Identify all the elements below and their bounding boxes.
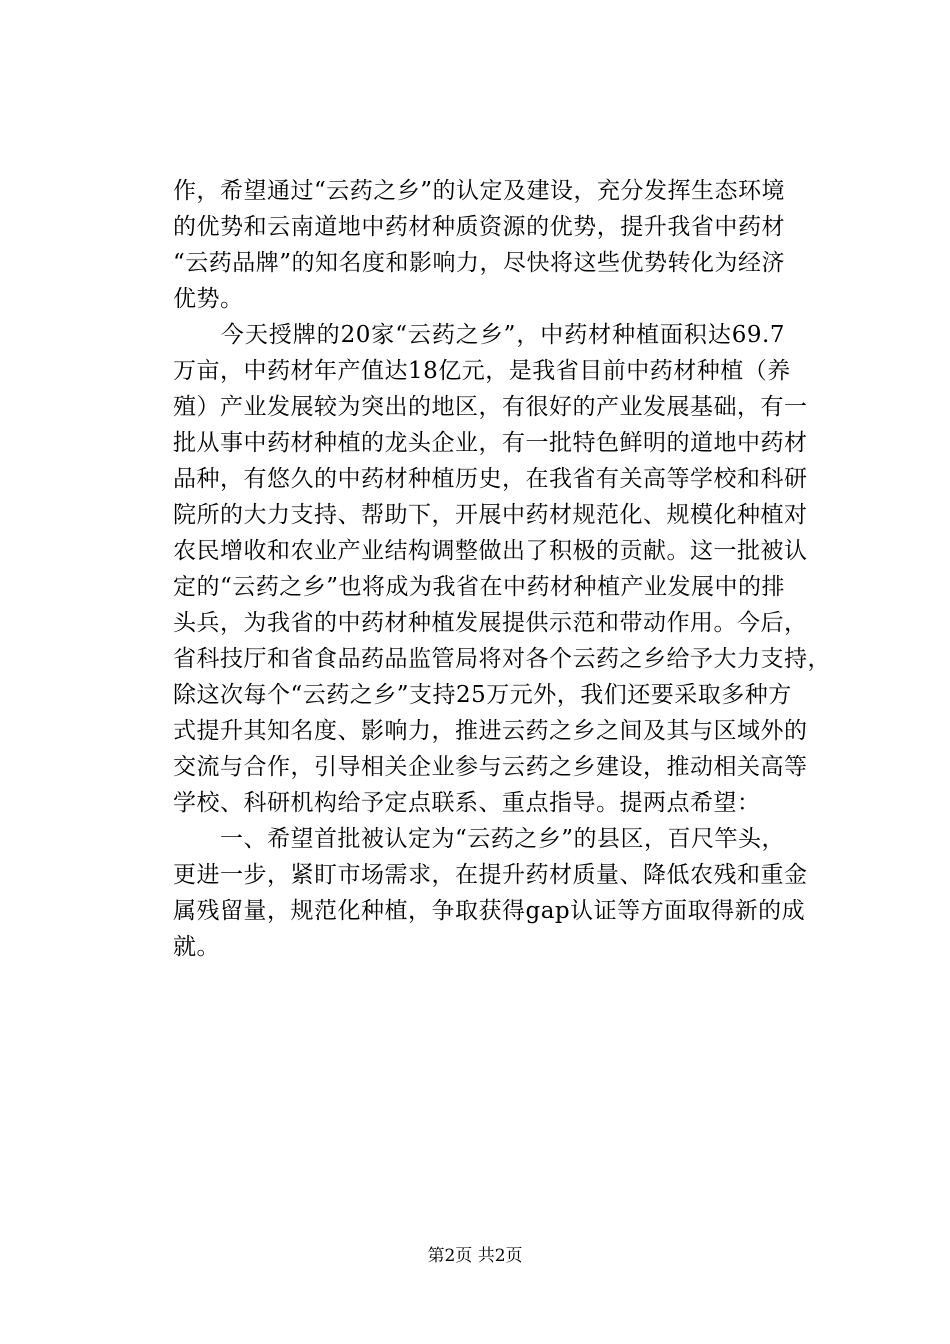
text-line: 作，希望通过“云药之乡”的认定及建设，充分发挥生态环境 — [173, 178, 786, 204]
text-line: 一、希望首批被认定为“云药之乡”的县区，百尺竿头， — [173, 826, 786, 852]
text-line: 院所的大力支持、帮助下，开展中药材规范化、规模化种植对 — [173, 502, 808, 528]
text-line: 品种，有悠久的中药材种植历史，在我省有关高等学校和科研 — [173, 466, 808, 492]
text-line: 属残留量，规范化种植，争取获得gap认证等方面取得新的成 — [173, 898, 806, 924]
page-footer: 第2页 共2页 — [427, 1246, 523, 1266]
text-line: 定的“云药之乡”也将成为我省在中药材种植产业发展中的排 — [173, 574, 786, 600]
text-line: 就。 — [173, 934, 220, 960]
text-line: “云药品牌”的知名度和影响力，尽快将这些优势转化为经济 — [173, 250, 786, 276]
text-line: 省科技厅和省食品药品监管局将对各个云药之乡给予大力支持， — [173, 646, 831, 672]
text-line: 式提升其知名度、影响力，推进云药之乡之间及其与区域外的 — [173, 718, 808, 744]
text-line: 除这次每个“云药之乡”支持25万元外，我们还要采取多种方 — [173, 682, 792, 708]
document-body — [173, 173, 831, 965]
text-line: 交流与合作，引导相关企业参与云药之乡建设，推动相关高等 — [173, 754, 808, 780]
text-line: 农民增收和农业产业结构调整做出了积极的贡献。这一批被认 — [173, 538, 808, 564]
text-line: 更进一步，紧盯市场需求，在提升药材质量、降低农残和重金 — [173, 862, 808, 888]
text-line: 头兵，为我省的中药材种植发展提供示范和带动作用。今后， — [173, 610, 808, 636]
text-line: 学校、科研机构给予定点联系、重点指导。提两点希望： — [173, 790, 761, 816]
text-line: 今天授牌的20家“云药之乡”，中药材种植面积达69.7 — [173, 322, 785, 348]
text-line: 优势。 — [173, 286, 244, 312]
text-line: 万亩，中药材年产值达18亿元，是我省目前中药材种植（养 — [173, 358, 791, 384]
text-line: 的优势和云南道地中药材种质资源的优势，提升我省中药材 — [173, 214, 785, 240]
text-line: 批从事中药材种植的龙头企业，有一批特色鲜明的道地中药材 — [173, 430, 808, 456]
text-line: 殖）产业发展较为突出的地区，有很好的产业发展基础，有一 — [173, 394, 808, 420]
